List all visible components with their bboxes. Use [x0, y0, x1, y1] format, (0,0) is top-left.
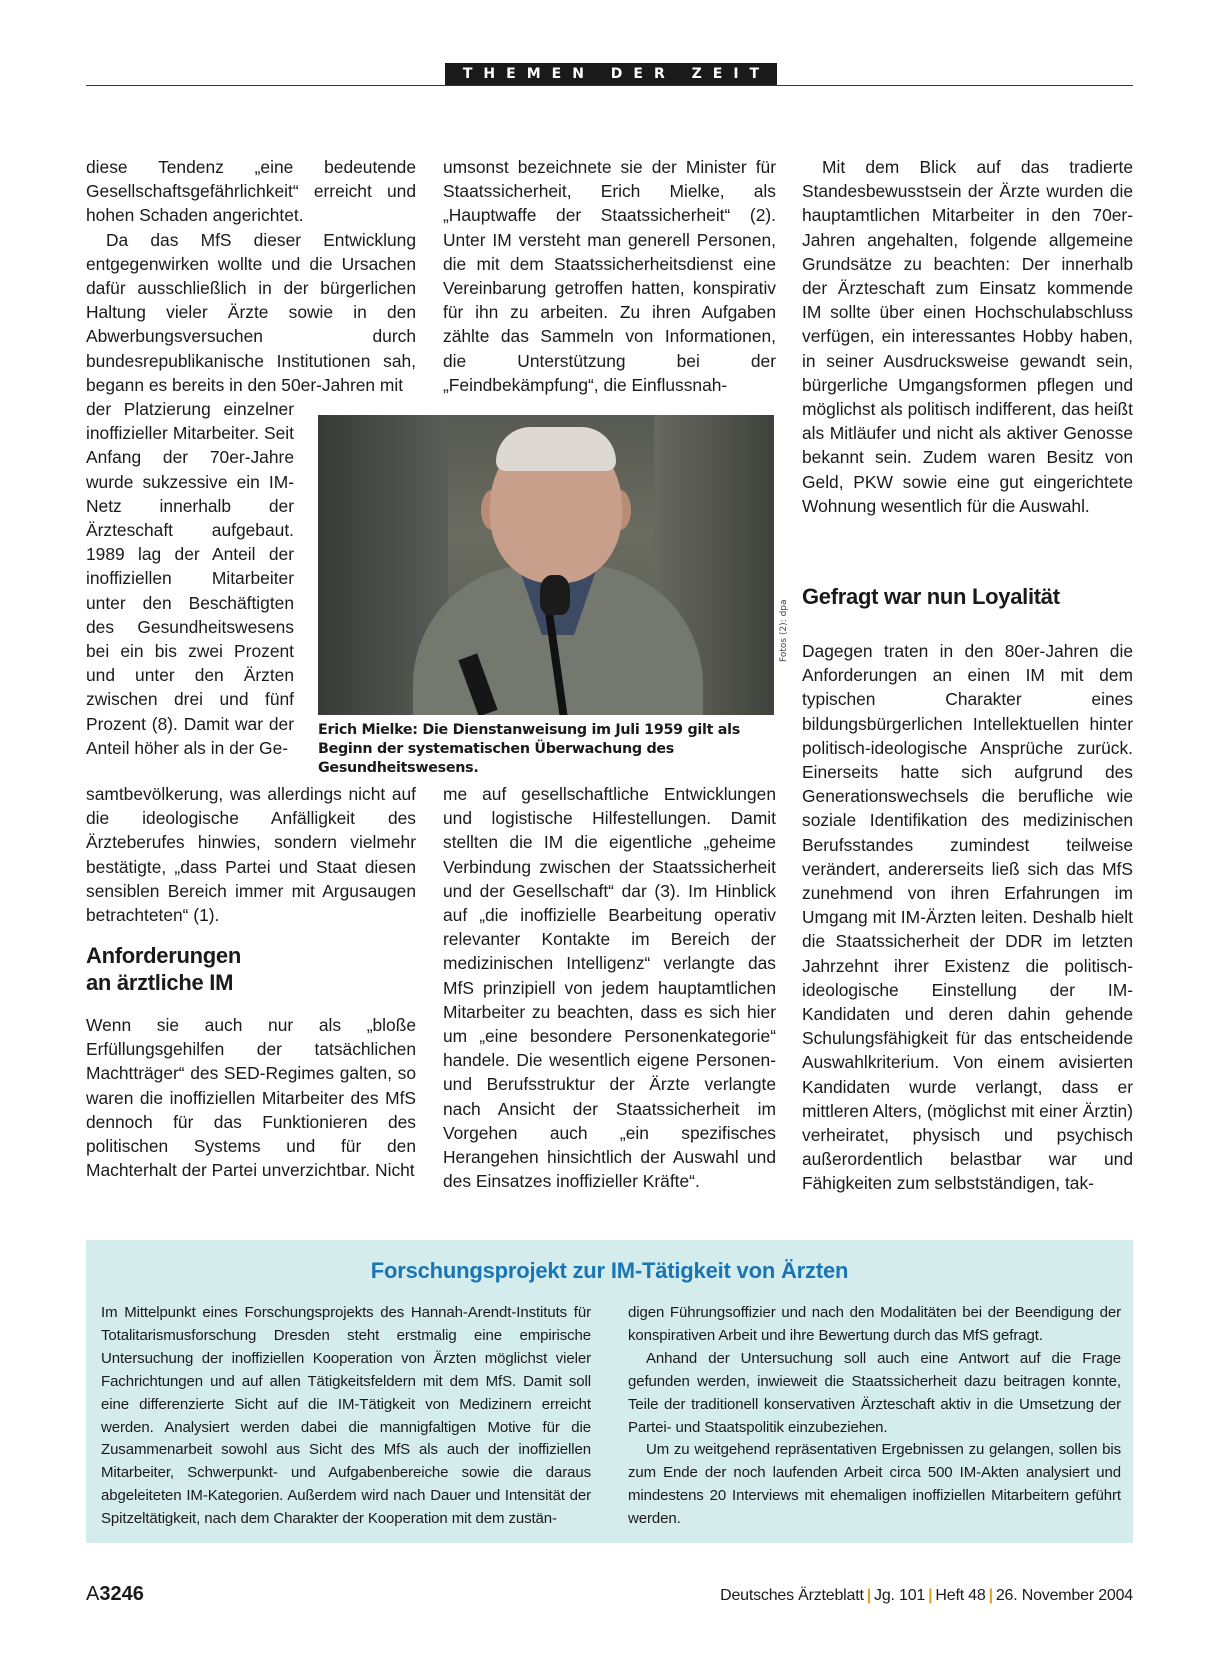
subheading-line: Anforderungen: [86, 943, 241, 968]
section-header: THEMEN DER ZEIT: [445, 63, 777, 85]
photo-caption: Erich Mielke: Die Dienstanweisung im Juli 1959 gilt als Beginn der systematischen Überwachung des Gesundheitswesens.: [318, 722, 740, 776]
page-number: [86, 1583, 144, 1606]
paragraph: Anhand der Untersuchung soll auch eine Antwort auf die Frage gefunden werden, inwieweit die Staatssicherheit dazu beitragen konnte, Teile der traditionell konservativen Ärzteschaft aktiv in die Umsetzung der Partei- und Staatspolitik einzubeziehen.: [628, 1349, 1121, 1436]
paragraph: samtbevölkerung, was allerdings nicht auf die ideologische Anfälligkeit des Ärzteberufes hinwies, sondern vielmehr bestätigte, „dass Partei und Staat diesen sensiblen Bereich immer mit Argusaugen betrachteten“ (1).: [86, 784, 416, 926]
issue: Heft 48: [935, 1587, 986, 1604]
middle-column-bottom: [443, 782, 776, 1193]
publication-name: Deutsches Ärzteblatt: [720, 1587, 864, 1604]
subheading-line: an ärztliche IM: [86, 970, 234, 995]
separator: |: [928, 1587, 933, 1604]
left-column-after-subheading: [86, 1013, 416, 1182]
paragraph: me auf gesellschaftliche Entwicklungen und logistische Hilfestellungen. Damit stellten die IM die eigentliche „geheime Verbindung zwischen der Staatssicherheit und der Gesellschaft“ dar (3). Im Hinblick auf „die inoffizielle Bearbeitung operativ relevanter Kontakte im Bereich der medizinischen Intelligenz“ verlangte das MfS prinzipiell von jedem hauptamtlichen Mitarbeiter zu beachten, dass es sich hier um „eine besondere Personenkategorie“ handele. Die wesentlich eigene Personen- und Berufsstruktur der Ärzte verlangte nach Ansicht der Staatssicherheit im Vorgehen auch „ein spezifisches Herangehen hinsichtlich der Auswahl und des Einsatzes inoffizieller Kräfte“.: [443, 784, 776, 1192]
paragraph: diese Tendenz „eine bedeutende Gesellschaftsgefährlichkeit“ erreicht und hohen Schaden angerichtet.: [86, 157, 416, 226]
middle-column-top: [443, 155, 776, 397]
left-column-narrow: [86, 397, 294, 760]
page-number-value: 3246: [99, 1583, 144, 1605]
paragraph: Um zu weitgehend repräsentativen Ergebnissen zu gelangen, sollen bis zum Ende der noch laufenden Arbeit circa 500 IM-Akten analysiert und mindestens 20 Interviews mit ehemaligen inoffiziellen Mitarbeitern geführt werden.: [628, 1441, 1121, 1528]
paragraph: Wenn sie auch nur als „bloße Erfüllungsgehilfen der tatsächlichen Machtträger“ des SED-Regimes galten, so waren die inoffiziellen Mitarbeiter des MfS dennoch für das Funktionieren des politischen Systems und für den Machterhalt der Partei unverzichtbar. Nicht: [86, 1015, 416, 1181]
page-prefix: A: [86, 1583, 100, 1605]
photo-credit: Fotos (2): dpa: [779, 599, 789, 662]
subheading-anforderungen: [86, 942, 241, 996]
info-box-right-column: [628, 1302, 1121, 1531]
left-column-bottom: [86, 782, 416, 927]
separator: |: [866, 1587, 872, 1604]
separator: |: [988, 1587, 993, 1604]
header-rule: [86, 85, 1133, 86]
info-box-title: Forschungsprojekt zur IM-Tätigkeit von Ärzten: [370, 1258, 849, 1283]
portrait-photo: [318, 415, 774, 715]
paragraph: Da das MfS dieser Entwicklung entgegenwirken wollte und die Ursachen dafür ausschließlich in der bürgerlichen Haltung vieler Ärzte sowie in den Abwerbungsversuchen durch bundesrepublikanische Institutionen sah, begann es bereits in den 50er-Jahren mit: [86, 229, 416, 395]
date: 26. November 2004: [995, 1587, 1133, 1604]
hair: [496, 427, 616, 471]
paragraph: Im Mittelpunkt eines Forschungsprojekts des Hannah-Arendt-Instituts für Totalitarismusforschung Dresden steht erstmalig eine empirische Untersuchung der inoffiziellen Kooperation von Ärzten möglichst vieler Fachrichtungen und auf allen Tätigkeitsfeldern mit dem MfS. Damit soll eine differenzierte Sicht auf die IM-Tätigkeit von Medizinern erreicht werden. Analysiert werden dabei die mannigfaltigen Motive für die Zusammenarbeit sowohl aus Sicht des MfS als auch der inoffiziellen Mitarbeiter, Schwerpunkt- und Aufgabenbereiche sowie die daraus abgeleiteten IM-Kategorien. Außerdem wird nach Dauer und Intensität der Spitzeltätigkeit, nach dem Charakter der Kooperation mit dem zustän-: [101, 1304, 591, 1528]
microphone-icon: [540, 575, 570, 615]
paragraph: umsonst bezeichnete sie der Minister für Staatssicherheit, Erich Mielke, als „Hauptwaffe der Staatssicherheit“ (2). Unter IM versteht man generell Personen, die mit dem Staatssicherheitsdienst eine Vereinbarung getroffen hatten, konspirativ für ihn zu arbeiten. Zu ihren Aufgaben zählte das Sammeln von Informationen, die Unterstützung bei der „Feindbekämpfung“, die Einflussnah-: [443, 157, 776, 395]
right-column-bottom: [802, 639, 1133, 1196]
left-column-top: [86, 155, 416, 397]
right-column-top: [802, 155, 1133, 518]
paragraph: der Platzierung einzelner inoffizieller Mitarbeiter. Seit Anfang der 70er-Jahre wurde sukzessive ein IM-Netz innerhalb der Ärzteschaft aufgebaut. 1989 lag der Anteil der inoffiziellen Mitarbeiter unter den Beschäftigten des Gesundheitswesens bei ein bis zwei Prozent und unter den Ärzten zwischen drei und fünf Prozent (8). Damit war der Anteil höher als in der Ge-: [86, 399, 294, 758]
paragraph: Dagegen traten in den 80er-Jahren die Anforderungen an einen IM mit dem typischen Charakter eines bildungsbürgerlichen Intellektuellen hinter politisch-ideologische Ansprüche zurück. Einerseits hatte sich aufgrund des Generationswechsels die berufliche wie soziale Identifikation des medizinischen Berufsstandes zumindest teilweise verändert, andererseits ließ sich das MfS zunehmend von ihren Erfahrungen im Umgang mit IM-Ärzten leiten. Deshalb hielt die Staatssicherheit der DDR im letzten Jahrzehnt ihrer Existenz die politisch-ideologische Einstellung der IM-Kandidaten und deren dahin gehende Schulungsfähigkeit für das entscheidende Auswahlkriterium. Von einem avisierten Kandidaten wurde verlangt, dass er mittleren Alters, (möglichst mit einer Ärztin) verheiratet, physisch und psychisch außerordentlich belastbar war und Fähigkeiten zum selbstständigen, tak-: [802, 641, 1133, 1194]
subheading-loyalitaet: Gefragt war nun Loyalität: [802, 584, 1060, 609]
info-box-left-column: [101, 1302, 591, 1531]
publication-info: [720, 1587, 1133, 1605]
volume: Jg. 101: [874, 1587, 926, 1604]
paragraph: digen Führungsoffizier und nach den Modalitäten bei der Beendigung der konspirativen Arbeit und ihre Bewertung durch das MfS gefragt.: [628, 1304, 1121, 1344]
info-box: [86, 1240, 1133, 1543]
paragraph: Mit dem Blick auf das tradierte Standesbewusstsein der Ärzte wurden die hauptamtlichen Mitarbeiter in den 70er-Jahren angehalten, folgende allgemeine Grundsätze zu beachten: Der innerhalb der Ärzteschaft zum Einsatz kommende IM sollte über einen Hochschulabschluss verfügen, ein interessantes Hobby haben, in seiner Ausdrucksweise gewandt sein, bürgerliche Umgangsformen pflegen und möglichst als politisch indifferent, das heißt als Mitläufer und nicht als aktiver Genosse bekannt sein. Zudem waren Besitz von Geld, PKW sowie eine gut eingerichtete Wohnung wesentlich für die Auswahl.: [802, 157, 1133, 516]
